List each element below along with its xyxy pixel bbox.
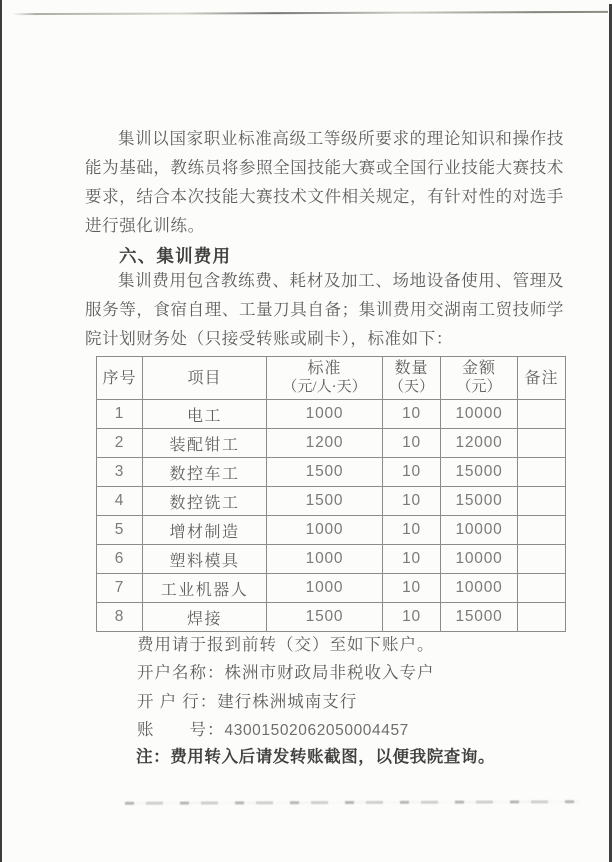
col-header-qty-line2: （天） xyxy=(388,379,434,395)
bank-line xyxy=(137,691,357,713)
account-name-line xyxy=(137,662,435,684)
col-header-no: 序号 xyxy=(97,357,143,400)
col-header-amount xyxy=(441,357,518,400)
cell-standard: 1200 xyxy=(267,429,383,458)
cell-item: 数控铣工 xyxy=(143,487,267,516)
cell-item: 增材制造 xyxy=(143,516,267,545)
col-header-amount-line1: 金额 xyxy=(461,360,496,377)
cell-standard: 1500 xyxy=(267,487,383,516)
cell-item: 焊接 xyxy=(143,603,267,632)
cell-standard: 1500 xyxy=(267,603,383,632)
table-row xyxy=(97,545,566,574)
col-header-standard-line1: 标准 xyxy=(307,360,342,377)
account-number-label: 账 号： xyxy=(137,720,225,739)
cell-item: 电工 xyxy=(143,400,267,429)
cell-no: 7 xyxy=(97,574,143,603)
payment-note: 注：费用转入后请发转账截图，以便我院查询。 xyxy=(136,747,496,766)
cell-no: 8 xyxy=(97,603,143,632)
cell-item: 塑料模具 xyxy=(143,545,267,574)
cell-note xyxy=(518,429,566,458)
table-row xyxy=(97,429,566,458)
cell-standard: 1000 xyxy=(267,545,383,574)
cell-amount: 10000 xyxy=(441,574,518,603)
body-paragraph-training-basis: 集训以国家职业标准高级工等级所要求的理论知识和操作技能为基础，教练员将参照全国技能大赛或全国行业技能大赛技术要求，结合本次技能大赛技术文件相关规定，有针对性的对选手进行强化训练。 xyxy=(85,129,564,235)
cell-no: 3 xyxy=(97,458,143,487)
cell-note xyxy=(518,574,566,603)
cell-no: 5 xyxy=(97,516,143,545)
cell-amount: 15000 xyxy=(441,458,518,487)
scan-edge-left xyxy=(0,0,2,862)
col-header-standard-line2: （元/人·天） xyxy=(282,379,367,395)
table-row xyxy=(97,603,566,632)
cell-note xyxy=(518,545,566,574)
cell-qty: 10 xyxy=(383,429,441,458)
cell-note xyxy=(518,458,566,487)
cell-item: 工业机器人 xyxy=(143,574,267,603)
cell-amount: 10000 xyxy=(441,516,518,545)
account-name-value: 株洲市财政局非税收入专户 xyxy=(224,663,435,682)
scan-artifact-smudge xyxy=(125,800,580,805)
account-name-label: 开户名称： xyxy=(137,663,225,682)
body-paragraph-fee-scope: 集训费用包含教练费、耗材及加工、场地设备使用、管理及服务等，食宿自理、工量刀具自备；集训费用交湖南工贸技师学院计划财务处（只接受转账或刷卡），标准如下： xyxy=(85,271,564,348)
col-header-standard xyxy=(267,357,383,400)
cell-qty: 10 xyxy=(383,516,441,545)
cell-no: 4 xyxy=(97,487,143,516)
col-header-item: 项目 xyxy=(143,357,267,400)
account-number-value: 43001502062050004457 xyxy=(224,722,409,739)
account-number-line xyxy=(137,719,409,742)
cell-amount: 10000 xyxy=(441,400,518,429)
cell-no: 6 xyxy=(97,545,143,574)
cell-note xyxy=(518,603,566,632)
cell-amount: 15000 xyxy=(441,487,518,516)
cell-qty: 10 xyxy=(383,458,441,487)
cell-no: 2 xyxy=(97,429,143,458)
fees-table xyxy=(96,356,566,632)
bank-label: 开 户 行： xyxy=(137,692,218,711)
cell-note xyxy=(518,400,566,429)
col-header-qty xyxy=(383,357,441,400)
cell-amount: 15000 xyxy=(441,603,518,632)
cell-standard: 1000 xyxy=(267,400,383,429)
payment-instruction: 费用请于报到前转（交）至如下账户。 xyxy=(137,635,435,654)
scan-artifact-top-line xyxy=(12,11,608,15)
table-row xyxy=(97,574,566,603)
table-row xyxy=(97,516,566,545)
cell-qty: 10 xyxy=(383,487,441,516)
table-row xyxy=(97,458,566,487)
cell-item: 数控车工 xyxy=(143,458,267,487)
cell-standard: 1500 xyxy=(267,458,383,487)
cell-note xyxy=(518,487,566,516)
table-row xyxy=(97,487,566,516)
col-header-note: 备注 xyxy=(518,357,566,400)
cell-standard: 1000 xyxy=(267,574,383,603)
cell-amount: 10000 xyxy=(441,545,518,574)
table-row xyxy=(97,400,566,429)
cell-qty: 10 xyxy=(383,400,441,429)
cell-no: 1 xyxy=(97,400,143,429)
bank-value: 建行株洲城南支行 xyxy=(217,692,358,711)
cell-item: 装配钳工 xyxy=(143,429,267,458)
col-header-amount-line2: （元） xyxy=(456,379,502,395)
col-header-qty-line1: 数量 xyxy=(394,360,429,377)
cell-qty: 10 xyxy=(383,545,441,574)
section-heading-training-fees: 六、集训费用 xyxy=(119,246,232,266)
cell-qty: 10 xyxy=(383,603,441,632)
cell-amount: 12000 xyxy=(441,429,518,458)
table-header-row xyxy=(97,357,566,400)
cell-note xyxy=(518,516,566,545)
cell-standard: 1000 xyxy=(267,516,383,545)
cell-qty: 10 xyxy=(383,574,441,603)
